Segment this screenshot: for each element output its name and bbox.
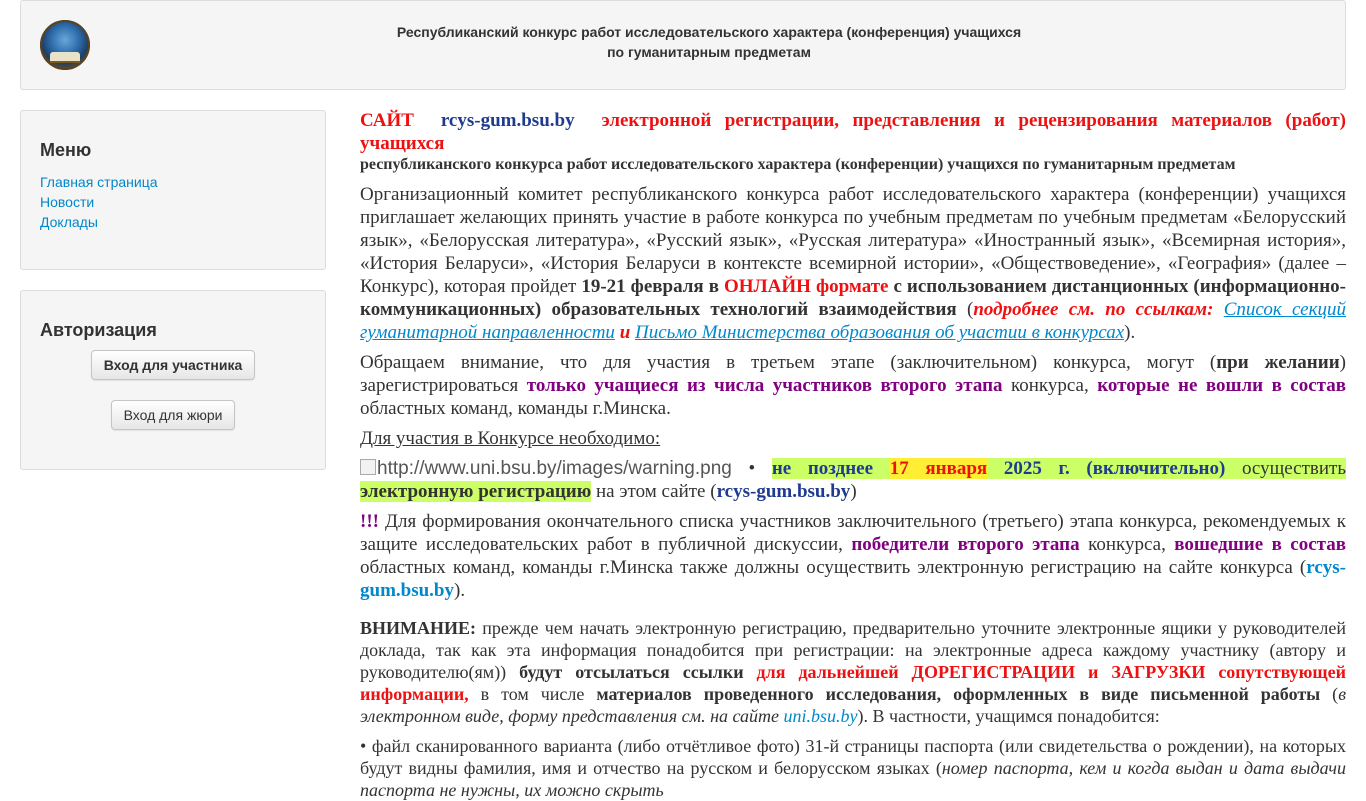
winners-contest: конкурса, [1079,534,1175,555]
winners-second-stage: победители второго этапа [851,534,1080,555]
deadline-action: осуществить [1225,458,1346,479]
warning-icon [360,458,732,479]
menu-item-home[interactable]: Главная страница [40,174,158,190]
site-title-line1: Республиканский конкурс работ исследовательского характера (конференция) учащихся [396,24,1022,40]
menu-panel [20,110,326,270]
notice-electronic: в электронном виде, форму представления см. на сайте [360,684,1347,726]
notice-paren: ( [1320,684,1339,704]
page-heading [360,109,1346,155]
page-subheading: республиканского конкурса работ исследовательского характера (конференции) учащихся по гуманитарным предметам [360,156,1236,173]
deadline-notlater: не позднее [771,458,890,479]
winners-excl: !!! [360,511,379,532]
intro-paren: ( [956,299,974,320]
passport-text: • файл сканированного варианта (либо отчётливое фото) 31-й страницы паспорта (или свидетельства о рождении), на которых будут видны фамилия, имя и отчество на русском и белорусском языках ( [360,736,1346,778]
auth-panel [20,290,326,470]
intro-technologies: с использованием дистанционных (информационно-коммуникационных) образовательных технологий взаимодействия [360,276,1346,320]
winners-included: вошедшие в состав [1174,534,1346,555]
requirements-text: Для участия в Конкурсе необходимо: [360,428,661,449]
jury-login-button[interactable]: Вход для жюри [111,400,235,430]
deadline-site-link[interactable]: rcys-gum.bsu.by [716,481,851,502]
notice-attention: ВНИМАНИЕ: [360,618,476,638]
notice-including: в том числе [468,684,597,704]
winners-close: ). [454,580,466,601]
winners-text: Для формирования окончательного списка участников заключительного (третьего) этапа конкурса, рекомендуемых к защите исследовательских работ в публичной дискуссии, [360,511,1346,555]
menu-list [40,172,158,232]
attention-text: Обращаем внимание, что для участия в третьем этапе (заключительном) конкурса, могут ( [360,352,1217,373]
menu-item-reports[interactable]: Доклады [40,214,98,230]
requirements-heading [360,427,1346,450]
deadline-registration: электронную регистрацию [360,481,592,502]
warning-image-alt: http://www.uni.bsu.by/images/warning.png [377,458,732,479]
notice-text: прежде чем начать электронную регистрацию, предварительно уточните электронные ящики у руководителей доклада, так как эта информация понадобится при регистрации: на электронные адреса каждому участнику (автору и руководителю(ям)) [360,618,1346,682]
notice-end: ). В частности, учащимся понадобится: [857,706,1160,726]
attention-teams: областных команд, команды г.Минска. [360,398,671,419]
notice-materials: материалов проведенного исследования, оформленных в виде письменной работы [596,684,1321,704]
intro-text: Организационный комитет республиканского конкурса работ исследовательского характера (конференции) учащихся приглашает желающих принять участие в работе конкурса по учебным предметам по учебным предметам «Белорусский язык», «Белорусская литература», «Русский язык», «Русская литература» «Иностранный язык», «Всемирная история», «История Беларуси», «История Беларуси в контексте всемирной истории», «Обществоведение», «География» (далее – Конкурс), которая пройдет [360,184,1346,297]
attention-notin: которые не вошли в состав [1097,375,1346,396]
intro-end: ). [1124,322,1136,343]
passport-item [360,735,1346,801]
site-title [321,22,1097,62]
notice-preregistration: для дальнейшей ДОРЕГИСТРАЦИИ и ЗАГРУЗКИ сопутствующей информации, [360,662,1346,704]
heading-site-word: САЙТ [360,110,414,131]
site-title-line2: по гуманитарным предметам [607,44,811,60]
passport-note: номер паспорта, кем и когда выдан и дата выдачи паспорта не нужны, их можно скрыть [360,758,1346,800]
participant-login-button[interactable]: Вход для участника [91,350,255,380]
intro-paragraph [360,183,1346,344]
sections-list-link[interactable]: Список секций гуманитарной направленности [360,299,1346,343]
broken-image-icon [360,459,376,475]
main-content [360,109,1346,801]
intro-more: подробнее см. по ссылкам: [973,299,1224,320]
attention-wish: при желании [1216,352,1340,373]
site-header [20,0,1346,90]
auth-title: Авторизация [40,320,157,340]
book-icon [50,52,80,63]
deadline-bullet: • [731,458,772,479]
ministry-letter-link[interactable]: Письмо Министерства образования об участии в конкурсах [635,322,1125,343]
notice-links: будут отсылаться ссылки [519,662,744,682]
menu-item-news[interactable]: Новости [40,194,95,210]
uni-site-link[interactable]: uni.bsu.by [783,706,858,726]
intro-online: ОНЛАЙН формате [723,276,889,297]
deadline-close: ) [850,481,857,502]
intro-and: и [614,322,636,343]
globe-book-logo-icon[interactable] [40,20,90,70]
deadline-year: 2025 г. (включительно) [987,458,1226,479]
attention-register: ) зарегистрироваться [360,352,1346,396]
winners-paragraph [360,510,1346,602]
deadline-paragraph [360,457,1346,503]
attention-only: только учащиеся из числа участников второго этапа [526,375,1003,396]
attention-contest: конкурса, [1002,375,1098,396]
notice-paragraph [360,617,1346,727]
deadline-onsite: на этом сайте ( [591,481,717,502]
menu-title: Меню [40,140,92,160]
intro-dates: 19-21 февраля в [581,276,724,297]
deadline-date: 17 января [889,458,988,479]
heading-rest: электронной регистрации, представления и рецензирования материалов (работ) учащихся [360,110,1346,154]
winners-site-link[interactable]: rcys-gum.bsu.by [360,557,1346,601]
heading-domain: rcys-gum.bsu.by [440,110,575,131]
attention-paragraph [360,351,1346,420]
winners-teams: областных команд, команды г.Минска также должны осуществить электронную регистрацию на сайте конкурса ( [360,557,1307,578]
